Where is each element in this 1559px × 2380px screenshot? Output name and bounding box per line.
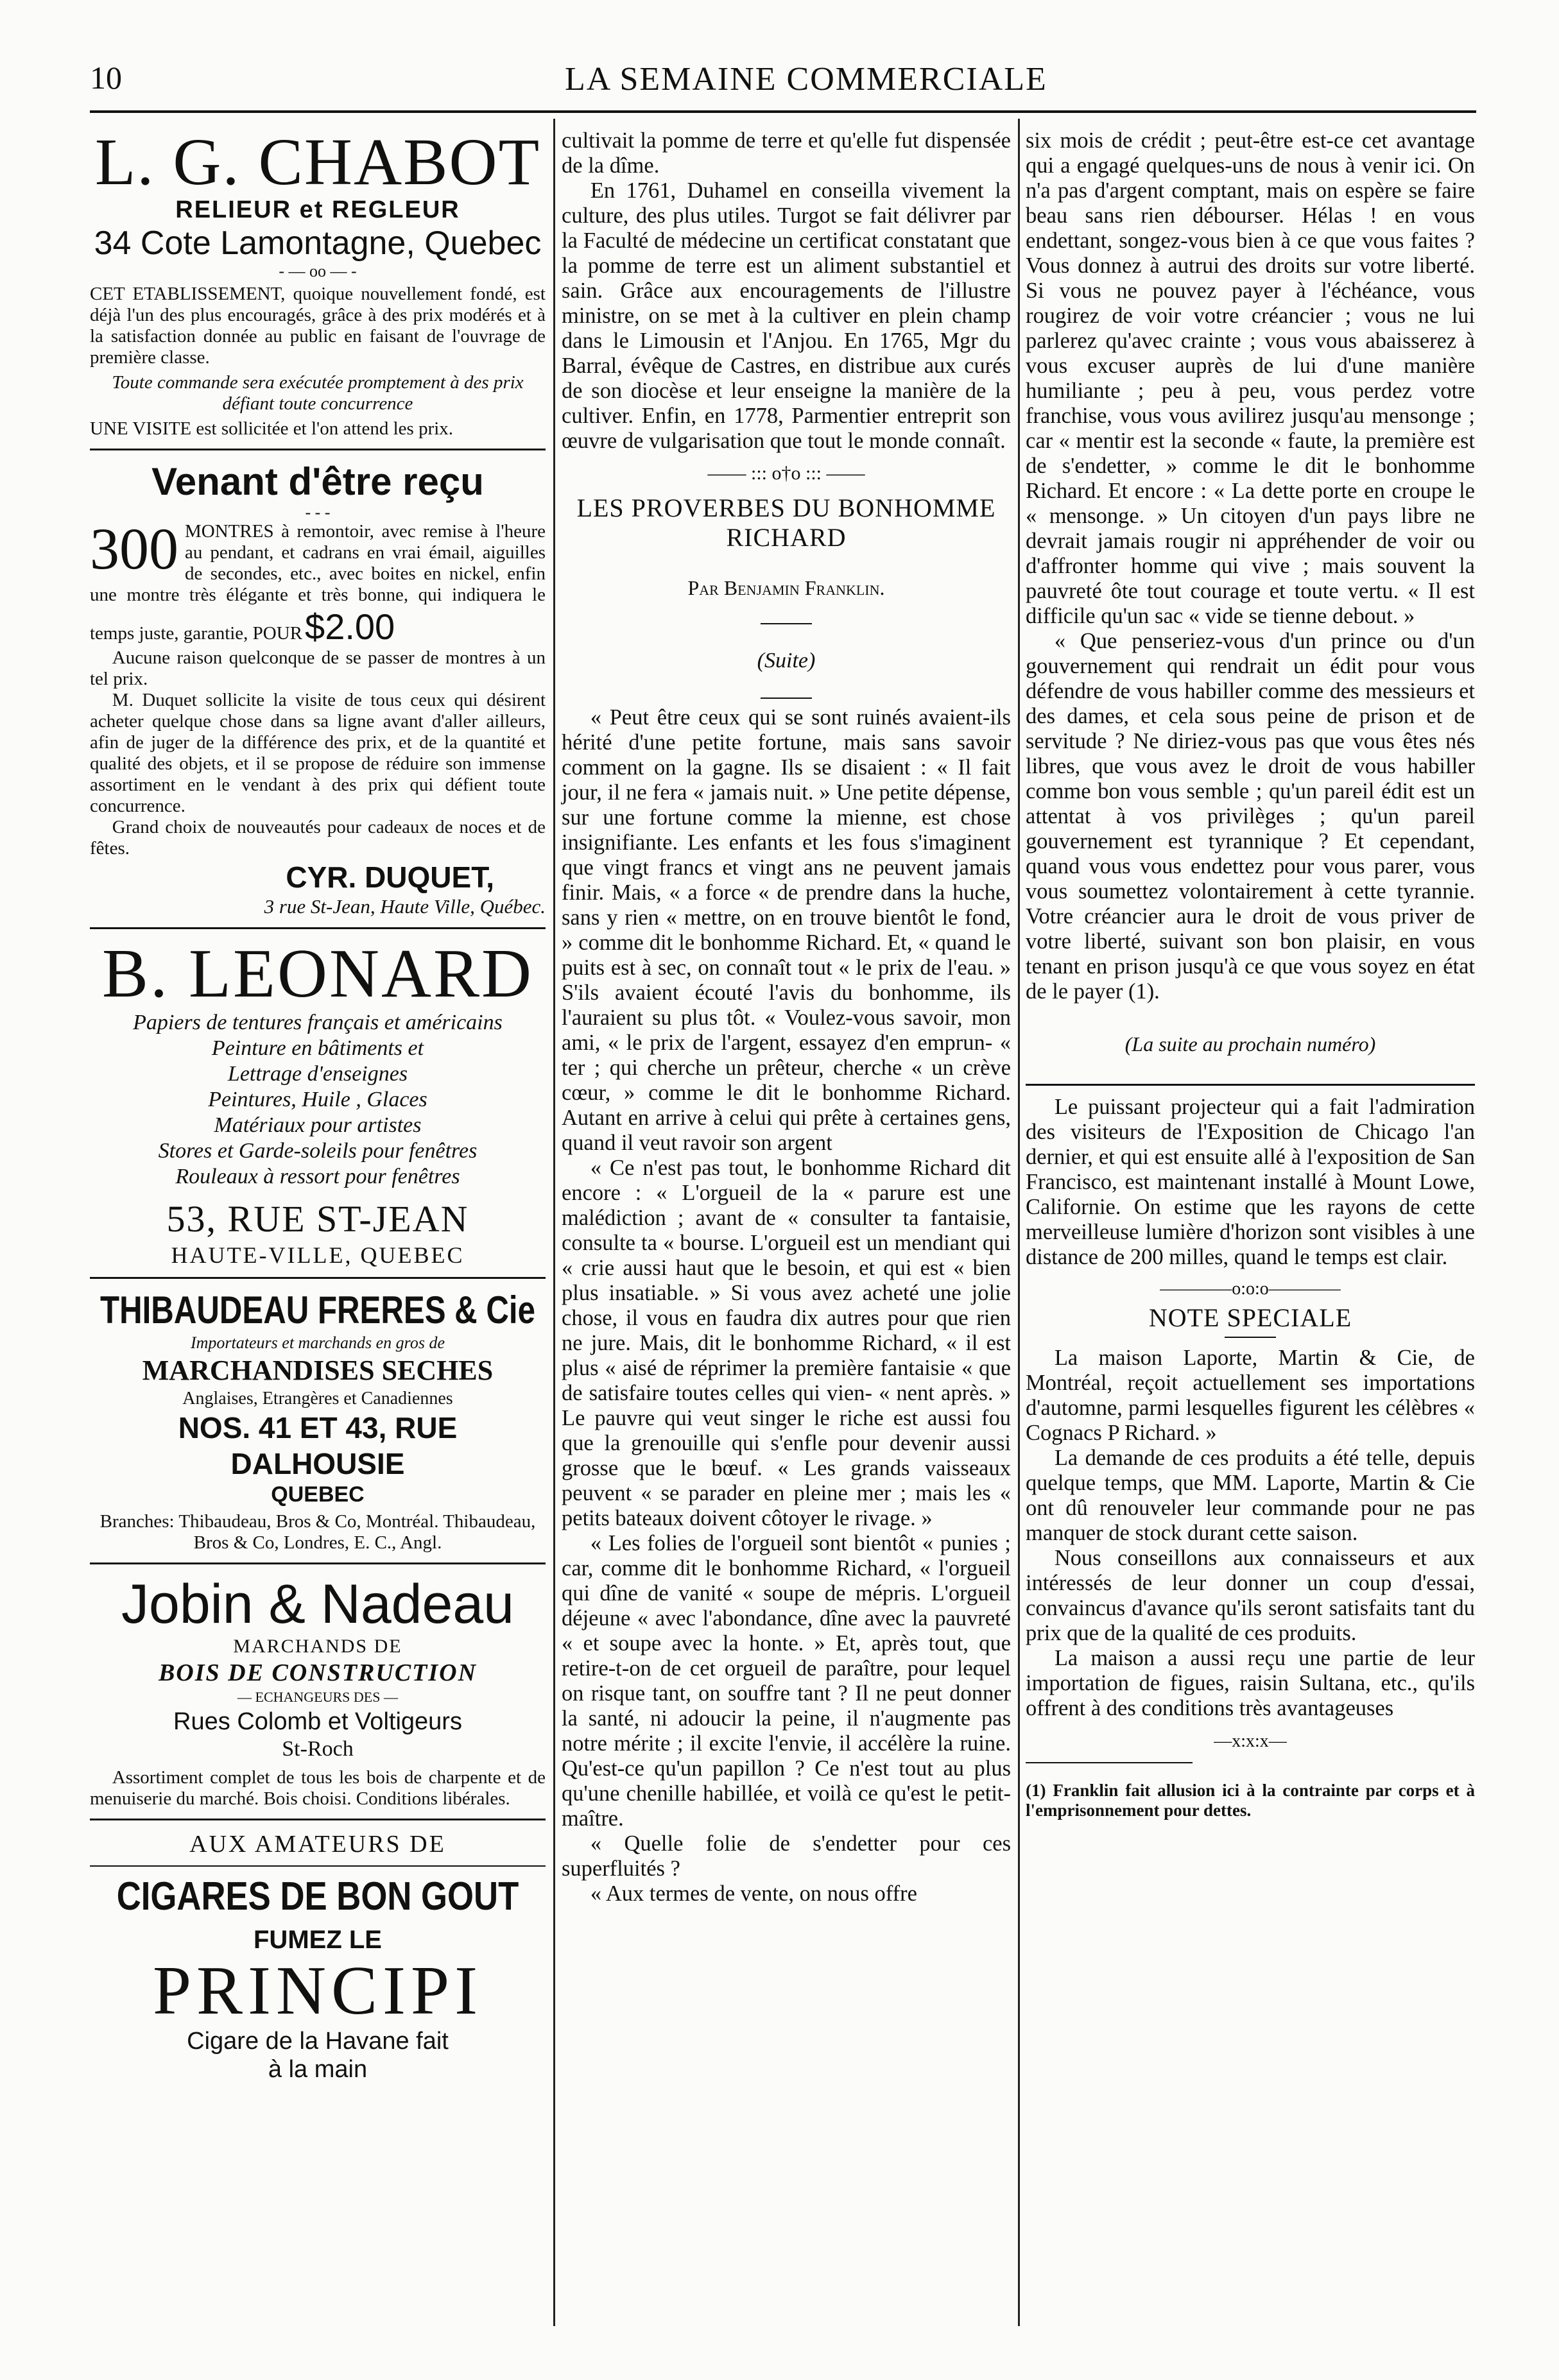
ad-divider xyxy=(90,1865,546,1867)
leonard-line: Papiers de tentures français et américains xyxy=(133,1011,503,1034)
paragraph: En 1761, Duhamel en conseilla vivement la culture, des plus utiles. Turgot se fait délivrer par la Faculté de médecine un certificat constatant que la pomme de terre est un aliment substantiel et sain. Grâce aux encouragements de l'illustre ministre, on se met à la cultiver en plein champ dans le Limousin et l'Anjou. En 1765, Mgr du Barral, évêque de Castres, en distribue aux curés de son diocèse et leur enseigne la manière de la cultiver. Enfin, en 1778, Parmentier entreprit son œuvre de vulgarisation que tout le monde connaît. xyxy=(562,178,1011,453)
chabot-body: CET ETABLISSEMENT, quoique nouvellement fondé, est déjà l'un des plus encouragés, grâce à des prix modérés et à la satisfaction donnée au public en faisant de l'ouvrage de première classe. xyxy=(90,284,546,368)
footnote: (1) Franklin fait allusion ici à la contrainte par corps et à l'emprisonnement pour dettes. xyxy=(1026,1781,1475,1820)
jobin-district: St-Roch xyxy=(282,1737,354,1761)
article-title: LES PROVERBES DU BONHOMME RICHARD xyxy=(576,493,996,552)
venant-title: Venant d'être reçu xyxy=(151,460,484,503)
cigares-brand: PRINCIPI xyxy=(152,1953,483,2029)
paragraph: Nous conseillons aux connaisseurs et aux intéressés de leur donner un coup d'essai, convaincus d'avance qu'ils seront satisfaits tant du prix que de la qualité de ces produits. xyxy=(1026,1546,1475,1645)
paragraph: « Que penseriez-vous d'un prince ou d'un gouvernement qui rendrait un édit pour vous défendre de vous habiller comme des messieurs et des dames, et cela sous peine de prison et de servitude ? Ne diriez-vous pas que vous êtes nés libres, que vous avez le droit de vous habiller comme bon vous semble ; qu'un pareil édit est un attentat à vos privilèges ; qu'un pareil gouvernement est tyrannique ? Et cependant, quand vous vous endettez pour vous parer, vous vous soumettez volontairement à cette tyrannie. Votre créancier aura le droit de vous priver de votre liberté, suivant son bon plaisir, en vous tenant en prison jusqu'à ce que vous soyez en état de le payer (1). xyxy=(1026,629,1475,1004)
short-rule xyxy=(761,698,812,699)
duquet-p4: Grand choix de nouveautés pour cadeaux de noces et de fêtes. xyxy=(90,817,546,859)
leonard-address: 53, RUE ST-JEAN xyxy=(166,1198,469,1240)
suite-note: (La suite au prochain numéro) xyxy=(1124,1032,1376,1056)
cigares-tagline: Cigare de la Havane fait xyxy=(187,2028,449,2055)
paragraph: La demande de ces produits a été telle, depuis quelque temps, que MM. Laporte, Martin & Cie ont dû renouveler leur commande pour ne pas manquer de stock durant cette saison. xyxy=(1026,1446,1475,1545)
ad-divider xyxy=(90,1819,546,1820)
chabot-orders: Toute commande sera exécutée promptement à des prix défiant toute concurrence xyxy=(112,372,524,414)
cigares-title: CIGARES DE BON GOUT xyxy=(116,1874,519,1919)
cigares-ad xyxy=(90,1829,546,2084)
ornament: —— ::: o†o ::: —— xyxy=(707,463,865,484)
ornament: ————o:o:o———— xyxy=(1160,1279,1341,1299)
ornament: - - - xyxy=(305,503,331,522)
column-divider xyxy=(1018,119,1020,2326)
duquet-ad xyxy=(90,459,546,918)
jobin-goods: BOIS DE CONSTRUCTION xyxy=(158,1659,478,1686)
leonard-line: Peinture en bâtiments et xyxy=(211,1036,424,1060)
leonard-line: Matériaux pour artistes xyxy=(214,1113,422,1137)
leonard-ad xyxy=(90,938,546,1268)
cigares-tagline: à la main xyxy=(268,2056,368,2083)
paragraph: « Peut être ceux qui se sont ruinés avaient-ils hérité d'une petite fortune, mais sans savoir comment on la gagne. Ils se disaient : « Il fait jour, il ne fera « jamais nuit. » Une petite dépense, sur une fortune comme la mienne, est chose insignifiante. Les enfants et les fous s'imaginent que vingt francs et vingt ans ne peuvent jamais finir. Mais, « a force « de prendre dans la huche, sans y rien « mettre, on en trouve bientôt le fond, » comme dit le bonhomme Richard. Et, « quand le puits est à sec, on connaît tout « le prix de l'eau. » S'ils avaient écouté l'avis du bonhomme, ils l'auraient su plus tôt. « Voulez-vous savoir, mon ami, « le prix de l'argent, essayez d'en emprun- « ter ; qui cherche un prêteur, cherche « un crève cœur, » comme le dit le bonhomme Richard. Autant en arrive à celui qui prête à certaines gens, quand il veut ravoir son argent xyxy=(562,705,1011,1155)
jobin-name: Jobin & Nadeau xyxy=(121,1573,514,1635)
short-rule xyxy=(761,623,812,624)
ad-divider xyxy=(90,927,546,929)
jobin-trade: MARCHANDS DE xyxy=(233,1636,402,1657)
duquet-signature: CYR. DUQUET, xyxy=(286,860,494,894)
thibaudeau-sub: Importateurs et marchands en gros de xyxy=(191,1333,445,1352)
leonard-line: Lettrage d'enseignes xyxy=(227,1062,408,1086)
ad-divider xyxy=(90,1277,546,1279)
leonard-line: Stores et Garde-soleils pour fenêtres xyxy=(158,1139,478,1163)
paragraph: La maison Laporte, Martin & Cie, de Montréal, reçoit actuellement ses importations d'automne, parmi lesquelles figurent les célèbres « Cognacs P Richard. » xyxy=(1026,1346,1475,1445)
jobin-body: Assortiment complet de tous les bois de charpente et de menuiserie du marché. Bois choisi. Conditions libérales. xyxy=(90,1767,546,1809)
thibaudeau-ad xyxy=(90,1288,546,1554)
chabot-trade: RELIEUR et REGLEUR xyxy=(175,196,460,223)
article-byline: Par Benjamin Franklin. xyxy=(687,576,885,599)
chabot-ad xyxy=(90,125,546,440)
paragraph: « Quelle folie de s'endetter pour ces superfluités ? xyxy=(562,1831,1011,1881)
article-suite: (Suite) xyxy=(757,649,816,672)
paragraph: cultivait la pomme de terre et qu'elle fut dispensée de la dîme. xyxy=(562,128,1011,178)
page-number: 10 xyxy=(90,60,122,96)
leonard-city: HAUTE-VILLE, QUEBEC xyxy=(171,1242,465,1268)
jobin-streets: Rues Colomb et Voltigeurs xyxy=(173,1708,462,1735)
chabot-name: L. G. CHABOT xyxy=(94,125,541,199)
note-title: NOTE SPECIALE xyxy=(1148,1303,1352,1332)
thibaudeau-name: THIBAUDEAU FRERES & Cie xyxy=(100,1288,535,1331)
paragraph: six mois de crédit ; peut-être est-ce cet avantage qui a engagé quelques-uns de nous à venir ici. On n'a pas d'argent comptant, mais on espère se faire beau sans rien débourser. Hélas ! en vous endettant, songez-vous bien à ce que vous faites ? Vous donnez à autrui des droits sur votre liberté. Si vous ne pouvez payer à l'échéance, vous rougirez de voir votre créancier ; vous ne lui parlerez qu'avec crainte ; vous vous abaisserez à vous excuser auprès de lui d'une manière humiliante ; peu à peu, vous perdez votre franchise, vous vous avilirez jusqu'au mensonge ; car « mentir est la seconde « faute, la première est de s'endetter, » comme le dit le bonhomme Richard. Et encore : « La dette porte en croupe le « mensonge. » Un citoyen d'un pays libre ne devrait jamais rougir ni appréhender de voir ou d'affronter homme qui vive ; mais souvent la pauvreté ôte tout courage et toute vertu. « Il est difficile qu'un sac « vide se tienne debout. » xyxy=(1026,128,1475,628)
thibaudeau-branches: Branches: Thibaudeau, Bros & Co, Montréal. Thibaudeau, Bros & Co, Londres, E. C., Angl. xyxy=(99,1511,536,1553)
right-column xyxy=(1026,128,1475,1838)
chabot-visit: UNE VISITE est sollicitée et l'on attend les prix. xyxy=(90,418,454,439)
montres-price: $2.00 xyxy=(305,606,395,647)
leonard-name: B. LEONARD xyxy=(102,936,533,1012)
short-rule xyxy=(1225,1337,1276,1338)
thibaudeau-city: QUEBEC xyxy=(271,1482,365,1507)
footnote-rule xyxy=(1026,1762,1193,1763)
montres-description: MONTRES à remontoir, avec remise à l'heure au pendant, et cadrans en vrai émail, aiguilles de secondes, etc., avec boites en nickel, enfin une montre très élégante et très bonne, qui indiquera le temps juste, garantie, POUR xyxy=(90,521,546,644)
leonard-line: Peintures, Huile , Glaces xyxy=(208,1088,427,1111)
thibaudeau-origins: Anglaises, Etrangères et Canadiennes xyxy=(182,1389,453,1408)
running-title: LA SEMAINE COMMERCIALE xyxy=(565,61,1047,98)
ornament: —x:x:x— xyxy=(1214,1731,1287,1751)
cigares-smoke: FUMEZ LE xyxy=(254,1926,382,1954)
duquet-p2: Aucune raison quelconque de se passer de montres à un tel prix. xyxy=(90,647,546,689)
leonard-line: Rouleaux à ressort pour fenêtres xyxy=(175,1165,460,1188)
paragraph: « Ce n'est pas tout, le bonhomme Richard dit encore : « L'orgueil de la « parure est une malédiction ; avant de « consulter ta fantaisie, consulte ta « bourse. L'orgueil est un mendiant qui « crie aussi haut que le besoin, et qui est « bien plus insatiable. » Si vous avez acheté une jolie chose, il vous en faudra dix autres pour que rien ne jure. Mais, dit le bonhomme Richard, « il est plus « aisé de réprimer la première fantaisie « que de satisfaire toutes celles qui vien- « nent après. » Le pauvre qui veut singer le riche est aussi fou que la grenouille qui s'enfle pour devenir aussi grosse que le bœuf. « Les grands vaisseaux peuvent « se parader en pleine mer ; mais les « petits bateaux doivent côtoyer le rivage. » xyxy=(562,1156,1011,1530)
cigares-box-title: AUX AMATEURS DE xyxy=(189,1831,446,1858)
section-rule xyxy=(1026,1084,1475,1086)
montres-count: 300 xyxy=(90,516,178,581)
paragraph: La maison a aussi reçu une partie de leur importation de figues, raisin Sultana, etc., qu'ils offrent à des conditions très avantageuses xyxy=(1026,1646,1475,1720)
paragraph: Le puissant projecteur qui a fait l'admiration des visiteurs de l'Exposition de Chicago l'an dernier, et qui est ensuite allé à l'exposition de San Francisco, est maintenant installé à Mount Lowe, Californie. On estime que les rayons de cette merveilleuse lumière d'horizon sont visibles à une distance de 200 milles, quand le temps est clair. xyxy=(1026,1095,1475,1269)
advertisements-column xyxy=(90,125,546,2084)
ad-divider xyxy=(90,449,546,450)
thibaudeau-address: NOS. 41 ET 43, RUE DALHOUSIE xyxy=(178,1411,458,1480)
jobin-exchange: — ECHANGEURS DES — xyxy=(237,1689,398,1705)
thibaudeau-goods: MARCHANDISES SECHES xyxy=(142,1355,494,1386)
ad-divider xyxy=(90,1562,546,1564)
duquet-p3: M. Duquet sollicite la visite de tous ceux qui désirent acheter quelque chose dans sa ligne avant d'aller ailleurs, afin de juger de la différence des prix, et de la quantité et qualité des objets, et il se propose de réduire son immense assortiment en le vendant à des prix qui défient toute concurrence. xyxy=(90,690,546,816)
middle-column xyxy=(562,128,1011,1906)
header-rule xyxy=(90,110,1476,113)
paragraph: « Aux termes de vente, on nous offre xyxy=(590,1881,917,1906)
jobin-ad xyxy=(90,1573,546,1810)
ornament: - — oo — - xyxy=(279,262,357,280)
chabot-address: 34 Cote Lamontagne, Quebec xyxy=(94,225,542,262)
paragraph: « Les folies de l'orgueil sont bientôt « punies ; car, comme dit le bonhomme Richard, « l'orgueil qui dîne de vanité « soupe de mépris. L'orgueil déjeune « avec l'abondance, dîne avec la pauvreté « et soupe avec la honte. » Et, après tout, que retire-t-on de cet orgueil de paraître, pour lequel on risque tant, on souffre tant ? Il ne peut donner la santé, ni adoucir la peine, il n'augmente pas notre mérite ; il excite l'envie, il accélère la ruine. Qu'est-ce qu'un papillon ? Ce n'est tout au plus qu'une chenille habillée, et voilà ce qu'est le petit-maître. xyxy=(562,1531,1011,1831)
duquet-address: 3 rue St-Jean, Haute Ville, Québec. xyxy=(264,895,546,918)
column-divider xyxy=(553,119,555,2326)
